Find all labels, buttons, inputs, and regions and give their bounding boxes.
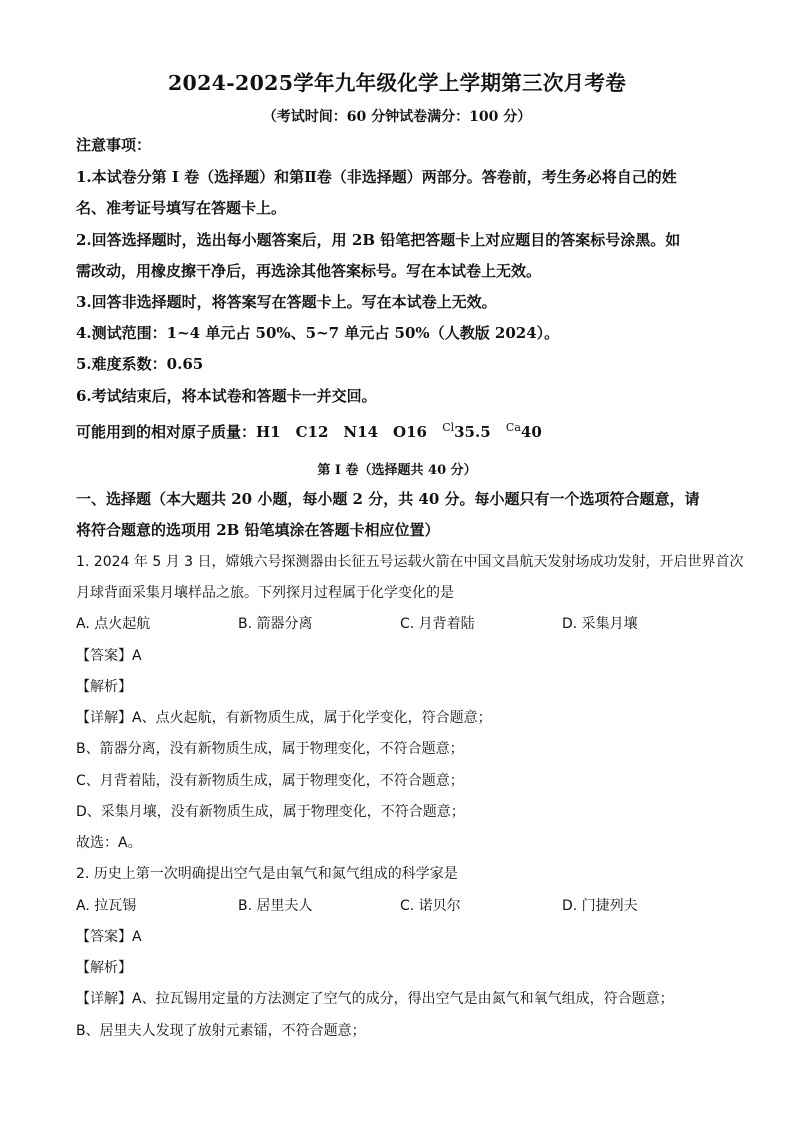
q1-detail-4: D、采集月壤，没有新物质生成，属于物理变化，不符合题意； bbox=[76, 804, 465, 820]
notice-line-5: 3.回答非选择题时，将答案写在答题卡上。写在本试卷上无效。 bbox=[76, 293, 497, 311]
q2-option-b: B. 居里夫人 bbox=[238, 898, 313, 914]
atomic-mass-label: 可能用到的相对原子质量：H1 C12 N14 O16 bbox=[76, 423, 427, 441]
q1-conclusion: 故选：A。 bbox=[76, 835, 142, 851]
ca-symbol: Ca bbox=[505, 421, 521, 434]
notice-line-4: 需改动，用橡皮擦干净后，再选涂其他答案标号。写在本试卷上无效。 bbox=[76, 262, 542, 280]
q2-stem: 2. 历史上第一次明确提出空气是由氧气和氮气组成的科学家是 bbox=[76, 866, 458, 882]
notice-line-2: 名、准考证号填写在答题卡上。 bbox=[76, 199, 287, 217]
ca-value: 40 bbox=[520, 423, 542, 441]
q1-option-d: D. 采集月壤 bbox=[562, 616, 638, 632]
q2-detail-1: 【详解】A、拉瓦锡用定量的方法测定了空气的成分，得出空气是由氮气和氧气组成，符合题意； bbox=[76, 991, 674, 1007]
q2-options bbox=[76, 896, 726, 916]
part-one-line-2: 将符合题意的选项用 2B 铅笔填涂在答题卡相应位置） bbox=[76, 521, 440, 539]
notice-line-7: 5.难度系数：0.65 bbox=[76, 355, 204, 373]
q2-analysis: 【解析】 bbox=[76, 960, 132, 976]
q1-stem-line-1: 1. 2024 年 5 月 3 日，嫦娥六号探测器由长征五号运载火箭在中国文昌航天发射场成功发射，开启世界首次 bbox=[76, 554, 744, 570]
section-title: 第 I 卷（选择题共 40 分） bbox=[317, 463, 477, 478]
q1-option-c: C. 月背着陆 bbox=[400, 616, 475, 632]
notice-line-1: 1.本试卷分第 I 卷（选择题）和第Ⅱ卷（非选择题）两部分。答卷前，考生务必将自己的姓 bbox=[76, 168, 677, 186]
q1-analysis: 【解析】 bbox=[76, 679, 132, 695]
q1-detail-1: 【详解】A、点火起航，有新物质生成，属于化学变化，符合题意； bbox=[76, 710, 492, 726]
q2-detail-2: B、居里夫人发现了放射元素镭，不符合题意； bbox=[76, 1023, 366, 1039]
q1-answer: 【答案】A bbox=[76, 648, 142, 664]
q1-detail-2: B、箭器分离，没有新物质生成，属于物理变化，不符合题意； bbox=[76, 741, 464, 757]
notice-line-8: 6.考试结束后，将本试卷和答题卡一并交回。 bbox=[76, 387, 377, 405]
q1-options bbox=[76, 614, 726, 634]
q2-option-c: C. 诺贝尔 bbox=[400, 898, 461, 914]
atomic-mass-line bbox=[76, 422, 726, 444]
q2-option-d: D. 门捷列夫 bbox=[562, 898, 638, 914]
cl-symbol: Cl bbox=[442, 421, 455, 434]
part-one-line-1: 一、选择题（本大题共 20 小题，每小题 2 分，共 40 分。每小题只有一个选项符合题意，请 bbox=[76, 490, 700, 508]
q1-stem-line-2: 月球背面采集月壤样品之旅。下列探月过程属于化学变化的是 bbox=[76, 585, 454, 601]
notice-heading: 注意事项： bbox=[76, 136, 152, 154]
q2-option-a: A. 拉瓦锡 bbox=[76, 898, 137, 914]
q1-option-b: B. 箭器分离 bbox=[238, 616, 313, 632]
q2-answer: 【答案】A bbox=[76, 929, 142, 945]
notice-line-3: 2.回答选择题时，选出每小题答案后，用 2B 铅笔把答题卡上对应题目的答案标号涂黑。如 bbox=[76, 231, 681, 249]
exam-subtitle: （考试时间：60 分钟试卷满分：100 分） bbox=[262, 109, 532, 125]
notice-line-6: 4.测试范围：1~4 单元占 50%、5~7 单元占 50%（人教版 2024）。 bbox=[76, 324, 560, 342]
exam-title: 2024-2025学年九年级化学上学期第三次月考卷 bbox=[167, 71, 627, 95]
q1-option-a: A. 点火起航 bbox=[76, 616, 151, 632]
cl-value: 35.5 bbox=[454, 423, 491, 441]
q1-detail-3: C、月背着陆，没有新物质生成，属于物理变化，不符合题意； bbox=[76, 773, 464, 789]
